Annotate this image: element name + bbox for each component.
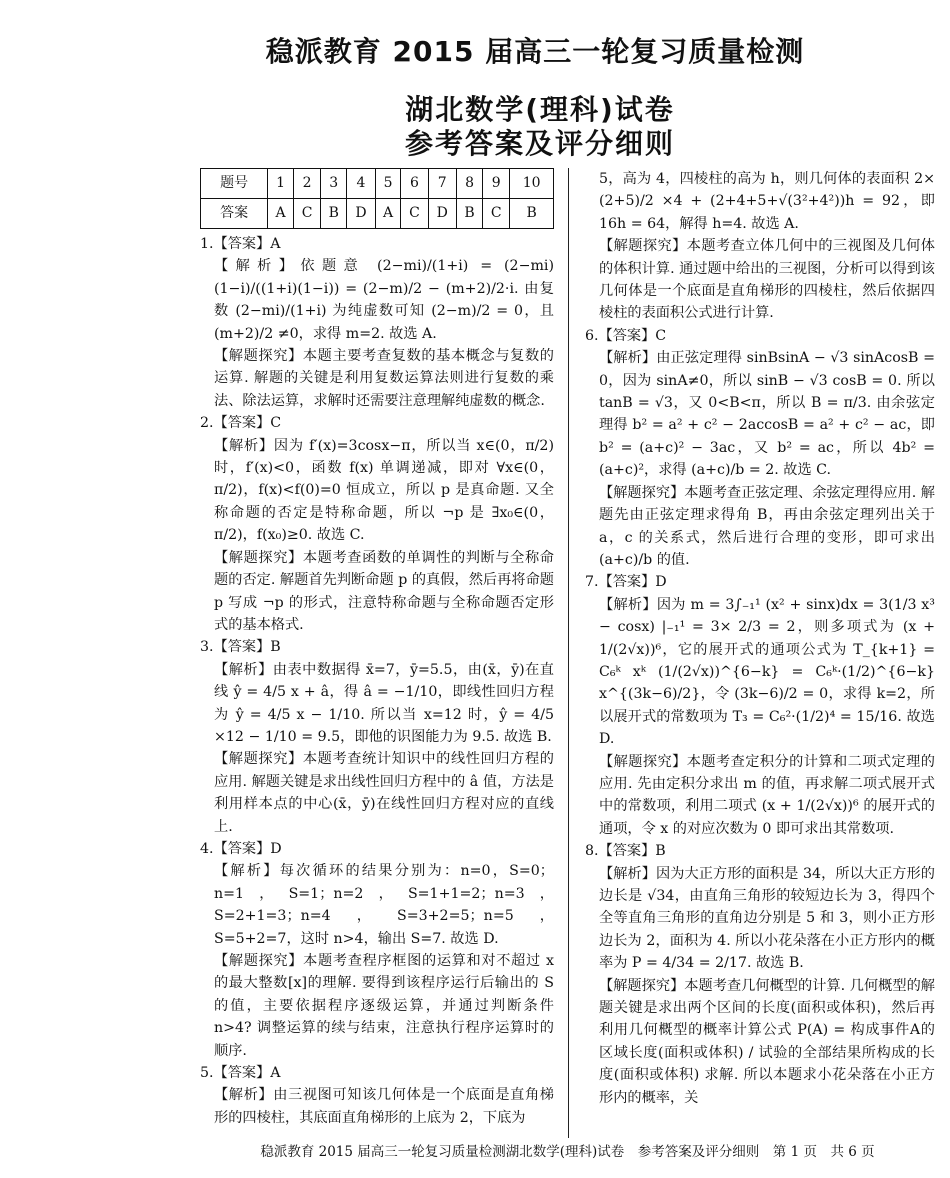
answer-cell: D bbox=[347, 199, 375, 229]
title-line-3: 参考答案及评分细则 bbox=[404, 127, 675, 160]
right-column bbox=[585, 168, 935, 1109]
answer-cell: B bbox=[321, 199, 347, 229]
q3-exploration: 【解题探究】本题考查统计知识中的线性回归方程的应用. 解题关键是求出线性回归方程中的 â 值，方法是利用样本点的中心(x̄，ȳ)在线性回归方程对应的直线上. bbox=[214, 751, 554, 835]
q4-answer: 4.【答案】D bbox=[200, 840, 282, 857]
answer-cell: D bbox=[428, 199, 456, 229]
q3-answer: 3.【答案】B bbox=[200, 639, 281, 656]
answer-cell: C bbox=[483, 199, 510, 229]
answer-cell: C bbox=[293, 199, 320, 229]
q5-analysis-continued: 5，高为 4，四棱柱的高为 h，则几何体的表面积 2× (2+5)/2 ×4 + (2+4+5+√(3²+4²))h = 92，即 16h = 64，解得 h=4. 故选 A. bbox=[599, 171, 935, 232]
q4-exploration: 【解题探究】本题考查程序框图的运算和对不超过 x 的最大整数[x]的理解. 要得到该程序运行后输出的 S 的值，主要依据程序逐级运算，并通过判断条件 n>4? 调整运算的续与结束，注意执行程序运算时的顺序. bbox=[214, 953, 554, 1059]
answer-cell: C bbox=[401, 199, 428, 229]
row-label-answer: 答案 bbox=[201, 199, 268, 229]
q7-answer: 7.【答案】D bbox=[585, 574, 667, 591]
title-line-1: 稳派教育 2015 届高三一轮复习质量检测 bbox=[265, 35, 805, 68]
left-column bbox=[200, 168, 554, 1129]
answer-table-number-row bbox=[201, 169, 554, 199]
answer-cell: A bbox=[375, 199, 401, 229]
q1-exploration: 【解题探究】本题主要考查复数的基本概念与复数的运算. 解题的关键是利用复数运算法则进行复数的乘法、除法运算，求解时还需要注意理解纯虚数的概念. bbox=[214, 348, 554, 409]
q6-analysis: 【解析】由正弦定理得 sinBsinA − √3 sinAcosB = 0，因为 sinA≠0，所以 sinB − √3 cosB = 0. 所以 tanB = √3，又 0<B<π，所以 B = π/3. 由余弦定理得 b² = a² + c² − 2accosB = a² + c² − ac，即 b² = (a+c)² − 3ac，又 b² = ac，所以 4b² = (a+c)²，求得 (a+c)/b = 2. 故选 C. bbox=[599, 350, 935, 479]
question-number: 4 bbox=[347, 169, 375, 199]
question-number: 6 bbox=[401, 169, 428, 199]
row-label-number: 题号 bbox=[201, 169, 268, 199]
q4-analysis: 【解析】每次循环的结果分别为：n=0，S=0；n=1，S=1；n=2，S=1+1=2；n=3，S=2+1=3；n=4，S=3+2=5；n=5，S=5+2=7，这时 n>4，输出 S=7. 故选 D. bbox=[214, 863, 554, 947]
q2-exploration: 【解题探究】本题考查函数的单调性的判断与全称命题的否定. 解题首先判断命题 p 的真假，然后再将命题 p 写成 ¬p 的形式，注意特称命题与全称命题否定形式的基本格式. bbox=[214, 549, 554, 633]
q8-exploration: 【解题探究】本题考查几何概型的计算. 几何概型的解题关键是求出两个区间的长度(面积或体积)，然后再利用几何概型的概率计算公式 P(A) = 构成事件A的区域长度(面积或体积) / 试验的全部结果所构成的长度(面积或体积) 求解. 所以本题求小花朵落在小正方形内的概率，关 bbox=[599, 977, 935, 1106]
q5-answer: 5.【答案】A bbox=[200, 1065, 281, 1082]
question-number: 5 bbox=[375, 169, 401, 199]
q2-answer: 2.【答案】C bbox=[200, 415, 282, 432]
question-number: 2 bbox=[293, 169, 320, 199]
answer-cell: B bbox=[510, 199, 554, 229]
q5-analysis: 【解析】由三视图可知该几何体是一个底面是直角梯形的四棱柱，其底面直角梯形的上底为 2，下底为 bbox=[214, 1087, 554, 1126]
q3-analysis: 【解析】由表中数据得 x̄=7，ȳ=5.5，由(x̄，ȳ)在直线 ŷ = 4/5 x + â，得 â = −1/10，即线性回归方程为 ŷ = 4/5 x − 1/10. 所以当 x=12 时，ŷ = 4/5 ×12 − 1/10 = 9.5，即他的识图能力为 9.5. 故选 B. bbox=[214, 661, 554, 745]
q8-answer: 8.【答案】B bbox=[585, 843, 666, 860]
q7-exploration: 【解题探究】本题考查定积分的计算和二项式定理的应用. 先由定积分求出 m 的值，再求解二项式展开式中的常数项，利用二项式 (x + 1/(2√x))⁶ 的展开式的通项，令 x 的对应次数为 0 即可求出其常数项. bbox=[599, 753, 935, 837]
q6-exploration: 【解题探究】本题考查正弦定理、余弦定理得应用. 解题先由正弦定理求得角 B，再由余弦定理列出关于 a，c 的关系式，然后进行合理的变形，即可求出 (a+c)/b 的值. bbox=[599, 484, 935, 568]
column-divider bbox=[568, 168, 569, 1138]
q1-answer: 1.【答案】A bbox=[200, 236, 281, 252]
q1-analysis: 【解析】依题意 (2−mi)/(1+i) = (2−mi)(1−i)/((1+i)(1−i)) = (2−m)/2 − (m+2)/2·i. 由复数 (2−mi)/(1+i) 为纯虚数可知 (2−m)/2 = 0，且 (m+2)/2 ≠0，求得 m=2. 故选 A. bbox=[214, 258, 554, 342]
question-number: 1 bbox=[268, 169, 294, 199]
question-number: 9 bbox=[483, 169, 510, 199]
answer-table-answer-row bbox=[201, 199, 554, 229]
q2-analysis: 【解析】因为 f′(x)=3cosx−π，所以当 x∈(0，π/2) 时，f′(x)<0，函数 f(x) 单调递减，即对 ∀x∈(0，π/2)，f(x)<f(0)=0 恒成立，所以 p 是真命题. 又全称命题的否定是特称命题，所以 ¬p 是 ∃x₀∈(0，π/2)，f(x₀)≥0. 故选 C. bbox=[214, 437, 554, 544]
answer-cell: A bbox=[268, 199, 294, 229]
q5-exploration: 【解题探究】本题考查立体几何中的三视图及几何体的体积计算. 通过题中给出的三视图，分析可以得到该几何体是一个底面是直角梯形的四棱柱，然后依据四棱柱的表面积公式进行计算. bbox=[599, 238, 935, 322]
q7-analysis: 【解析】因为 m = 3∫₋₁¹ (x² + sinx)dx = 3(1/3 x³ − cosx) |₋₁¹ = 3× 2/3 = 2，则多项式为 (x + 1/(2√x))⁶，它的展开式的通项公式为 T_{k+1} = C₆ᵏ xᵏ (1/(2√x))^{6−k} = C₆ᵏ·(1/2)^{6−k} x^{(3k−6)/2}，令 (3k−6)/2 = 0，求得 k=2，所以展开式的常数项为 T₃ = C₆²·(1/2)⁴ = 15/16. 故选 D. bbox=[599, 596, 935, 748]
question-number: 3 bbox=[321, 169, 347, 199]
answer-table bbox=[200, 168, 554, 229]
question-number: 10 bbox=[510, 169, 554, 199]
question-number: 7 bbox=[428, 169, 456, 199]
question-number: 8 bbox=[456, 169, 482, 199]
q6-answer: 6.【答案】C bbox=[585, 327, 667, 344]
answer-cell: B bbox=[456, 199, 482, 229]
page-footer: 稳派教育 2015 届高三一轮复习质量检测湖北数学(理科)试卷 参考答案及评分细则 第 1 页 共 6 页 bbox=[260, 1144, 875, 1160]
title-line-2: 湖北数学(理科)试卷 bbox=[405, 93, 675, 126]
q8-analysis: 【解析】因为大正方形的面积是 34，所以大正方形的边长是 √34，由直角三角形的较短边长为 3，得四个全等直角三角形的直角边分别是 5 和 3，则小正方形边长为 2，面积为 4. 所以小花朵落在小正方形内的概率为 P = 4/34 = 2/17. 故选 B. bbox=[599, 865, 935, 972]
